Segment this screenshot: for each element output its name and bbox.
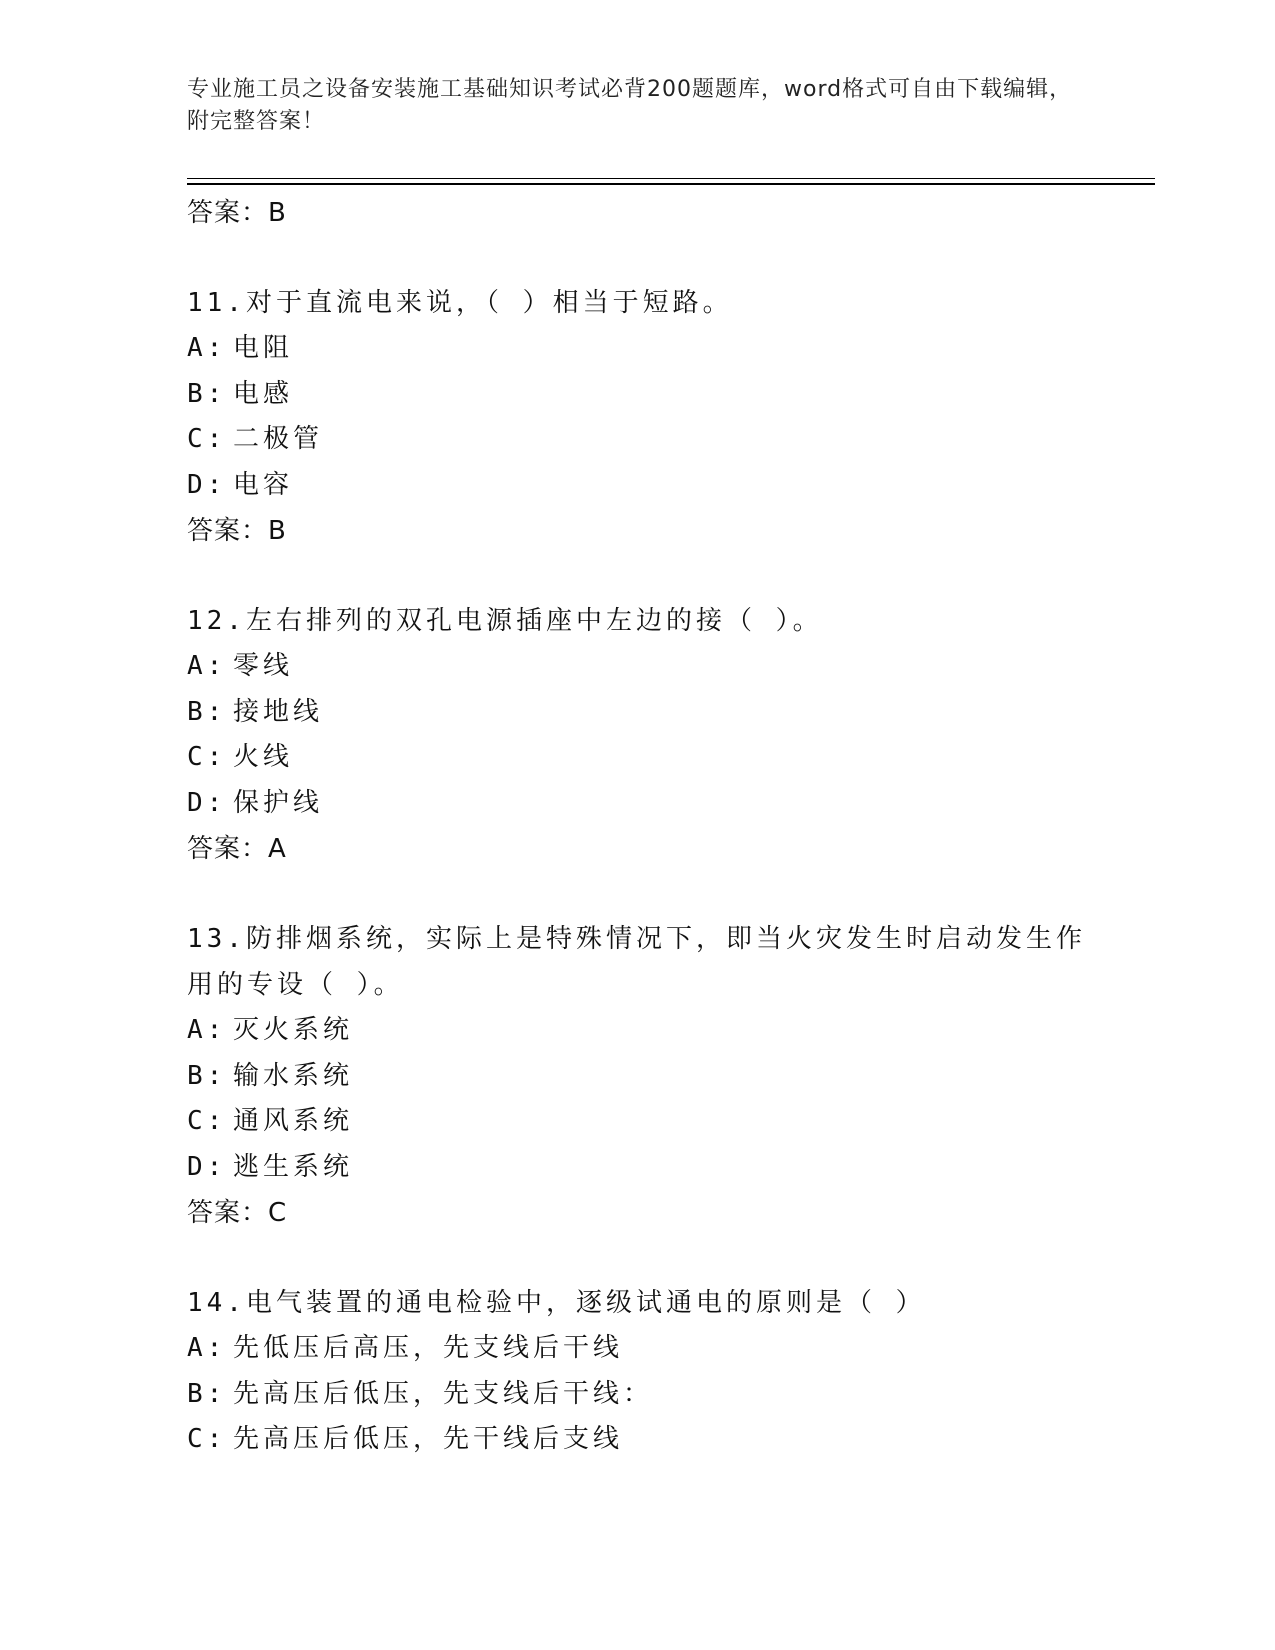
- option-label: B:: [187, 1060, 227, 1091]
- option-label: A:: [187, 333, 227, 363]
- option-text: 逃生系统: [233, 1151, 354, 1182]
- option-label: A:: [187, 651, 227, 681]
- question-12: [187, 598, 1087, 872]
- option-text: 火线: [233, 742, 294, 772]
- question-13: [187, 916, 1087, 1236]
- question-11: [187, 280, 1087, 554]
- option-b: [187, 1372, 1087, 1418]
- option-text: 二极管: [233, 424, 324, 454]
- option-b: [187, 690, 1087, 736]
- question-text: 14.电气装置的通电检验中，逐级试通电的原则是（ ）: [187, 1288, 926, 1318]
- option-label: D:: [187, 469, 227, 500]
- answer-line: 答案：B: [187, 516, 287, 546]
- spacer: [187, 236, 1087, 280]
- question-list: [187, 190, 1087, 1463]
- previous-question-answer: 答案：B: [187, 198, 287, 228]
- option-text: 灭火系统: [233, 1015, 354, 1045]
- option-label: D:: [187, 787, 227, 818]
- option-text: 接地线: [233, 696, 324, 727]
- option-d: [187, 781, 1087, 827]
- option-a: [187, 1008, 1087, 1054]
- option-label: C:: [187, 1106, 227, 1136]
- option-a: [187, 1326, 1087, 1372]
- question-text: 13.防排烟系统，实际上是特殊情况下，即当火灾发生时启动发生作用的专设（ ）。: [187, 924, 1086, 1000]
- spacer: [187, 1236, 1087, 1280]
- option-c: [187, 417, 1087, 463]
- option-d: [187, 463, 1087, 509]
- option-text: 先低压后高压，先支线后干线: [233, 1333, 624, 1363]
- spacer: [187, 872, 1087, 916]
- document-header: 专业施工员之设备安装施工基础知识考试必背200题题库，word格式可自由下载编辑，附完整答案！: [187, 77, 1073, 134]
- option-b: [187, 372, 1087, 418]
- option-label: A:: [187, 1333, 227, 1363]
- option-c: [187, 1099, 1087, 1145]
- option-c: [187, 735, 1087, 781]
- option-text: 电感: [233, 378, 294, 409]
- answer-line: 答案：A: [187, 834, 287, 864]
- question-14: [187, 1280, 1087, 1463]
- option-c: [187, 1417, 1087, 1463]
- option-label: A:: [187, 1015, 227, 1045]
- question-text: 11.对于直流电来说，（ ）相当于短路。: [187, 288, 733, 318]
- header-divider-thick: [187, 183, 1155, 185]
- option-label: B:: [187, 696, 227, 727]
- option-text: 先高压后低压，先支线后干线：: [233, 1378, 654, 1409]
- option-text: 零线: [233, 651, 294, 681]
- option-text: 输水系统: [233, 1060, 354, 1091]
- question-text: 12.左右排列的双孔电源插座中左边的接（ ）。: [187, 606, 823, 636]
- option-b: [187, 1054, 1087, 1100]
- option-label: C:: [187, 1424, 227, 1454]
- option-d: [187, 1145, 1087, 1191]
- option-text: 通风系统: [233, 1106, 354, 1136]
- option-label: D:: [187, 1151, 227, 1182]
- option-text: 电阻: [233, 333, 294, 363]
- option-a: [187, 326, 1087, 372]
- option-label: B:: [187, 1378, 227, 1409]
- option-text: 电容: [233, 469, 294, 500]
- option-a: [187, 644, 1087, 690]
- option-text: 保护线: [233, 787, 324, 818]
- spacer: [187, 554, 1087, 598]
- header-divider-thin: [187, 178, 1155, 179]
- option-label: C:: [187, 424, 227, 454]
- option-label: B:: [187, 378, 227, 409]
- answer-line: 答案：C: [187, 1198, 288, 1228]
- option-text: 先高压后低压，先干线后支线: [233, 1424, 624, 1454]
- option-label: C:: [187, 742, 227, 772]
